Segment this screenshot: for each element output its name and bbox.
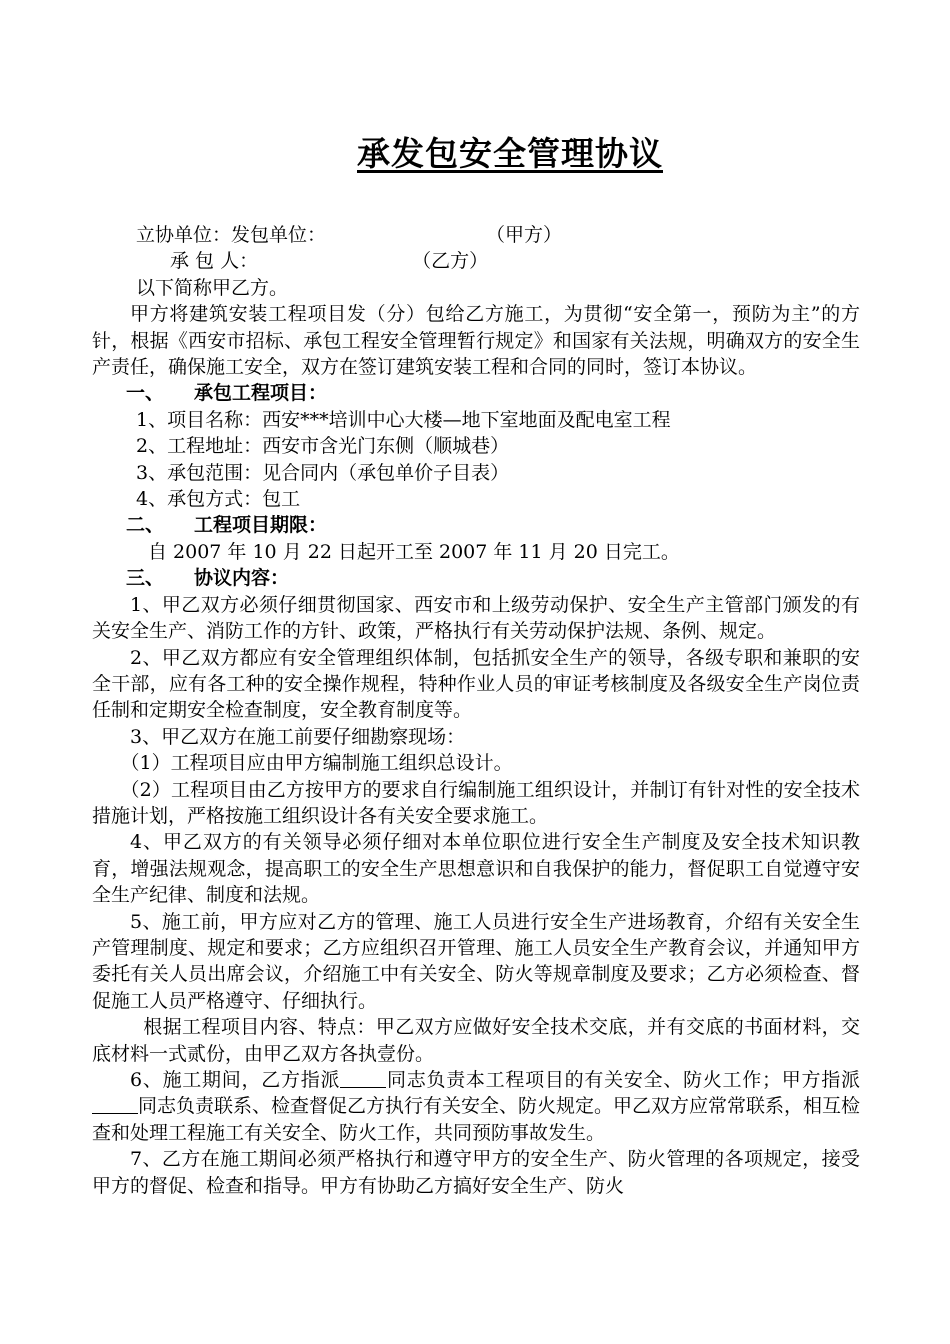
clause-7: 7、乙方在施工期间必须严格执行和遵守甲方的安全生产、防火管理的各项规定，接受甲方的督促、检查和指导。甲方有协助乙方搞好安全生产、防火 — [92, 1148, 860, 1197]
document-body — [92, 222, 860, 1199]
clause-5: 5、施工前，甲方应对乙方的管理、施工人员进行安全生产进场教育，介绍有关安全生产管理制度、规定和要求；乙方应组织召开管理、施工人员安全生产教育会议，并通知甲方委托有关人员出席会议，介绍施工中有关安全、防火等规章制度及要求；乙方必须检查、督促施工人员严格遵守、仔细执行。 — [92, 910, 860, 1012]
section-1-number: 一、 — [126, 382, 165, 405]
section-1-item: 4、承包方式：包工 — [136, 488, 301, 511]
section-1-item: 1、项目名称：西安***培训中心大楼—地下室地面及配电室工程 — [136, 408, 671, 431]
section-2-title: 工程项目期限： — [194, 514, 328, 537]
section-1-item: 2、工程地址：西安市含光门东侧（顺城巷） — [136, 435, 510, 458]
header-line-3: 以下简称甲乙方。 — [136, 276, 289, 299]
clause-5-note: 根据工程项目内容、特点：甲乙双方应做好安全技术交底，并有交底的书面材料，交底材料一式贰份，由甲乙双方各执壹份。 — [92, 1016, 860, 1065]
section-3-heading — [92, 565, 860, 591]
clause-6 — [92, 1067, 860, 1146]
section-2-text: 自 2007 年 10 月 22 日起开工至 2007 年 11 月 20 日完工。 — [148, 540, 680, 563]
clause-3-sub-1: （1）工程项目应由甲方编制施工组织总设计。 — [120, 752, 513, 775]
section-1-title: 承包工程项目： — [194, 382, 328, 405]
issuer-label: 立协单位：发包单位： — [136, 224, 327, 246]
header-line-2 — [92, 248, 860, 274]
section-1-heading — [92, 380, 860, 406]
clause-4: 4、甲乙双方的有关领导必须仔细对本单位职位进行安全生产制度及安全技术知识教育，增强法规观念，提高职工的安全生产思想意识和自我保护的能力，督促职工自觉遵守安全生产纪律、制度和法规。 — [92, 831, 860, 907]
clause-2: 2、甲乙双方都应有安全管理组织体制，包括抓安全生产的领导，各级专职和兼职的安全干部，应有各工种的安全操作规程，特种作业人员的审证考核制度及各级安全生产岗位责任制和定期安全检查制度，安全教育制度等。 — [92, 646, 860, 722]
section-2-heading — [92, 512, 860, 538]
clause-1: 1、甲乙双方必须仔细贯彻国家、西安市和上级劳动保护、安全生产主管部门颁发的有关安全生产、消防工作的方针、政策，严格执行有关劳动保护法规、条例、规定。 — [92, 593, 860, 643]
party-a-tag: （甲方） — [486, 224, 563, 246]
intro-paragraph: 甲方将建筑安装工程项目发（分）包给乙方施工，为贯彻“安全第一，预防为主”的方针，根据《西安市招标、承包工程安全管理暂行规定》和国家有关法规，明确双方的安全生产责任，确保施工安全，双方在签订建筑安装工程和合同的同时，签订本协议。 — [92, 303, 860, 379]
clause-6-part-3: 同志负责联系、检查督促乙方执行有关安全、防火规定。甲乙双方应常常联系，相互检查和处理工程施工有关安全、防火工作，共同预防事故发生。 — [92, 1095, 861, 1144]
blank-line — [92, 1095, 138, 1114]
section-2-number: 二、 — [126, 514, 165, 537]
blank-line — [340, 1069, 386, 1088]
header-line-1 — [92, 222, 860, 248]
document-title: 承发包安全管理协议 — [357, 134, 663, 173]
clause-6-part-2: 同志负责本工程项目的有关安全、防火工作；甲方指派 — [386, 1069, 860, 1091]
clause-3-sub-2: （2）工程项目由乙方按甲方的要求自行编制施工组织设计，并制订有针对性的安全技术措施计划，严格按施工组织设计各有关安全要求施工。 — [92, 778, 860, 827]
contractor-label: 承 包 人： — [170, 250, 259, 273]
clause-6-part-1: 6、施工期间，乙方指派 — [130, 1069, 341, 1091]
section-1-item: 3、承包范围：见合同内（承包单价子目表） — [136, 461, 510, 484]
section-3-number: 三、 — [126, 567, 165, 590]
section-3-title: 协议内容： — [194, 567, 290, 590]
clause-3: 3、甲乙双方在施工前要仔细勘察现场： — [130, 725, 466, 748]
party-b-tag: （乙方） — [412, 250, 489, 273]
